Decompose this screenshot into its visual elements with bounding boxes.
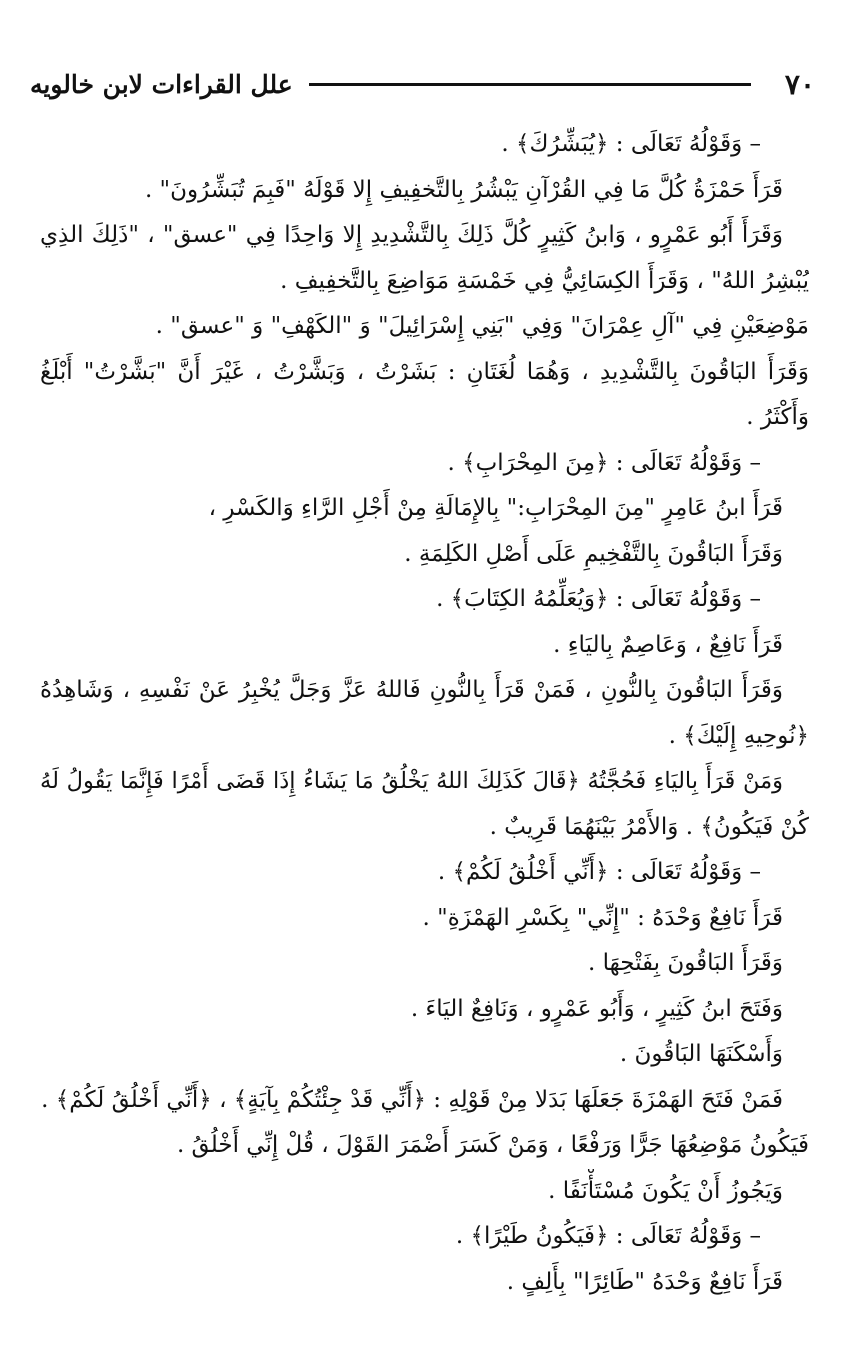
text-line: مَوْضِعَيْنِ فِي "آلِ عِمْرَانَ" وَفِي "بَنِي إِسْرَائِيلَ" وَ "الكَهْفِ" وَ "عسق" . bbox=[155, 313, 809, 339]
text-line: قَرَأَ ابنُ عَامِرٍ "مِنَ المِحْرَابِ:" بِالإِمَالَةِ مِنْ أَجْلِ الرَّاءِ وَالكَسْرِ ، bbox=[208, 495, 783, 521]
text-line: كُنْ فَيَكُونُ﴾ . وَالأَمْرُ بَيْنَهُمَا قَرِيبٌ . bbox=[489, 813, 809, 840]
text-line: قَرَأَ حَمْزَةُ كُلَّ مَا فِي القُرْآنِ يَبْشُرُ بِالتَّخفِيفِ إِلا قَوْلَهُ "فَبِمَ تُبَشِّرُونَ" . bbox=[144, 176, 783, 203]
text-line: ﴿نُوحِيهِ إِلَيْكَ﴾ . bbox=[668, 722, 809, 749]
text-line: وَقَرَأَ البَاقُونَ بِالنُّونِ ، فَمَنْ قَرَأَ بِالنُّونِ فَاللهُ عَزَّ وَجَلَّ يُخْبِرُ عَنْ نَفْسِهِ ، وَشَاهِدُهُ bbox=[40, 677, 783, 703]
text-line: قَرَأَ نَافِعٌ وَحْدَهُ : "إِنِّي" بِكَسْرِ الهَمْزَةِ" . bbox=[422, 904, 783, 931]
text-line: وَقَرَأَ البَاقُونَ بِالتَّفْخِيمِ عَلَى أَصْلِ الكَلِمَةِ . bbox=[404, 540, 783, 567]
text-line: وَقَرَأَ البَاقُونَ بِفَتْحِهَا . bbox=[588, 950, 783, 976]
text-line: قَرَأَ نَافِعٌ ، وَعَاصِمٌ بِاليَاءِ . bbox=[553, 631, 783, 658]
page-number: ٧٠ bbox=[784, 67, 815, 101]
body-text bbox=[40, 122, 809, 1305]
running-title: علل القراءات لابن خالويه bbox=[30, 69, 293, 99]
text-line: وَأَسْكَنَهَا البَاقُونَ . bbox=[619, 1041, 783, 1067]
text-line: – وَقَوْلُهُ تَعَالَى : ﴿مِنَ المِحْرَابِ﴾ . bbox=[447, 449, 761, 476]
page-header bbox=[30, 62, 815, 106]
text-line: يُبْشِرُ اللهُ" ، وَقَرَأَ الكِسَائِيُّ فِي خَمْسَةِ مَوَاضِعَ بِالتَّخفِيفِ . bbox=[280, 267, 809, 294]
text-line: – وَقَوْلُهُ تَعَالَى : ﴿وَيُعَلِّمُهُ الكِتَابَ﴾ . bbox=[436, 586, 761, 612]
text-line: وَقَرَأَ أَبُو عَمْرٍو ، وَابنُ كَثِيرٍ كُلَّ ذَلِكَ بِالتَّشْدِيدِ إِلا وَاحِدًا فِي "عسق" ، "ذَلِكَ الذِي bbox=[40, 222, 783, 248]
text-line: وَيَجُوزُ أَنْ يَكُونَ مُسْتَأْنَفًا . bbox=[548, 1177, 783, 1204]
text-line: – وَقَوْلُهُ تَعَالَى : ﴿أَنِّي أَخْلُقُ لَكُمْ﴾ . bbox=[437, 859, 761, 885]
text-line: وَأَكْثَرُ . bbox=[746, 404, 809, 430]
text-line: قَرَأَ نَافِعٌ وَحْدَهُ "طَائِرًا" بِأَلِفٍ . bbox=[506, 1268, 783, 1295]
text-line: – وَقَوْلُهُ تَعَالَى : ﴿يُبَشِّرُكَ﴾ . bbox=[501, 131, 761, 157]
text-line: وَقَرَأَ البَاقُونَ بِالتَّشْدِيدِ ، وَهُمَا لُغَتَانِ : بَشَرْتُ ، وَبَشَّرْتُ ، غَيْرَ أَنَّ "بَشَّرْتُ" أَبْلَغُ bbox=[40, 358, 809, 385]
text-line: فَيَكُونُ مَوْضِعُهَا جَرًّا وَرَفْعًا ، وَمَنْ كَسَرَ أَضْمَرَ القَوْلَ ، قُلْ إِنِّي أَخْلُقُ . bbox=[176, 1132, 809, 1158]
text-line: وَفَتَحَ ابنُ كَثِيرٍ ، وَأَبُو عَمْرٍو ، وَنَافِعٌ اليَاءَ . bbox=[410, 995, 783, 1022]
text-line: وَمَنْ قَرَأَ بِاليَاءِ فَحُجَّتُهُ ﴿قَالَ كَذَلِكَ اللهُ يَخْلُقُ مَا يَشَاءُ إِذَا قَضَى أَمْرًا فَإِنَّمَا يَقُولُ لَهُ bbox=[40, 768, 783, 794]
text-line: فَمَنْ فَتَحَ الهَمْزَةَ جَعَلَهَا بَدَلا مِنْ قَوْلِهِ : ﴿أَنِّي قَدْ جِئْتُكُمْ بِآيَةٍ﴾ ، ﴿أَنِّي أَخْلُقُ لَكُمْ﴾ . bbox=[41, 1086, 783, 1113]
text-line: – وَقَوْلُهُ تَعَالَى : ﴿فَيَكُونُ طَيْرًا﴾ . bbox=[455, 1223, 761, 1249]
header-rule bbox=[309, 83, 751, 86]
